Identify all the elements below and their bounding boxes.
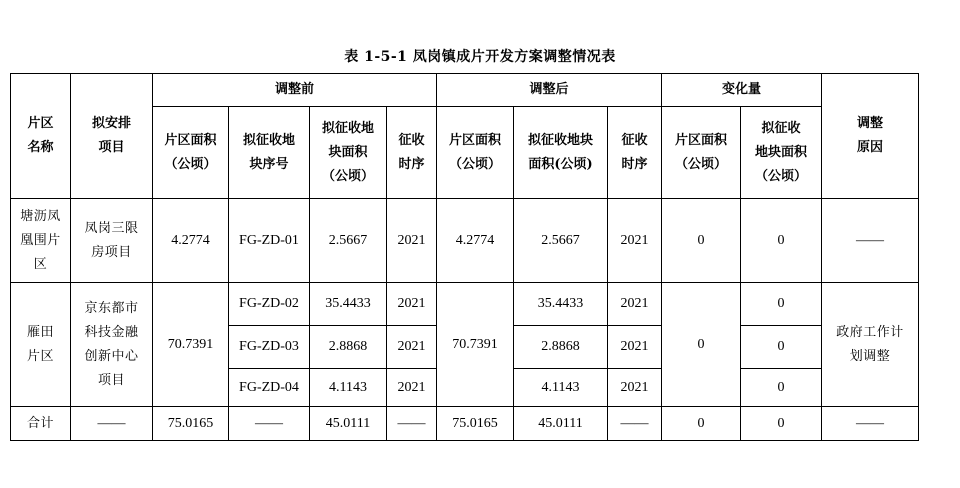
seq-cell: 2021	[387, 199, 437, 283]
change-plot-cell: 0	[741, 407, 822, 441]
plot-area-cell: 35.4433	[310, 283, 387, 326]
change-area-cell: 0	[662, 407, 741, 441]
plot-area-cell: 4.1143	[310, 369, 387, 407]
header-change-plot-area: 拟征收 地块面积 （公顷）	[741, 107, 822, 199]
reason-cell: 政府工作计 划调整	[822, 283, 919, 407]
plot-area-cell: 2.5667	[310, 199, 387, 283]
project-cell: ——	[71, 407, 153, 441]
plot-area-cell: 45.0111	[310, 407, 387, 441]
change-plot-cell: 0	[741, 283, 822, 326]
change-area-cell: 0	[662, 199, 741, 283]
header-zone-name: 片区 名称	[11, 74, 71, 199]
plot-no-cell: FG-ZD-02	[229, 283, 310, 326]
reason-cell: ——	[822, 407, 919, 441]
header-project: 拟安排 项目	[71, 74, 153, 199]
header-after-seq: 征收 时序	[608, 107, 662, 199]
after-plot-area-cell: 4.1143	[514, 369, 608, 407]
after-plot-area-cell: 2.5667	[514, 199, 608, 283]
header-before-plot-no: 拟征收地 块序号	[229, 107, 310, 199]
after-seq-cell: ——	[608, 407, 662, 441]
after-seq-cell: 2021	[608, 326, 662, 369]
change-plot-cell: 0	[741, 326, 822, 369]
after-seq-cell: 2021	[608, 199, 662, 283]
change-plot-cell: 0	[741, 369, 822, 407]
header-after: 调整后	[437, 74, 662, 107]
adjustment-table	[10, 73, 919, 441]
project-cell: 京东都市 科技金融 创新中心 项目	[71, 283, 153, 407]
plot-area-cell: 2.8868	[310, 326, 387, 369]
after-plot-area-cell: 35.4433	[514, 283, 608, 326]
seq-cell: 2021	[387, 369, 437, 407]
after-plot-area-cell: 45.0111	[514, 407, 608, 441]
total-label-cell: 合计	[11, 407, 71, 441]
header-after-plot-area: 拟征收地块 面积(公顷)	[514, 107, 608, 199]
seq-cell: 2021	[387, 283, 437, 326]
reason-cell: ——	[822, 199, 919, 283]
total-row	[11, 407, 919, 441]
header-before-seq: 征收 时序	[387, 107, 437, 199]
zone-name-cell: 雁田 片区	[11, 283, 71, 407]
before-area-cell: 4.2774	[153, 199, 229, 283]
header-row-1	[11, 74, 919, 107]
change-plot-cell: 0	[741, 199, 822, 283]
table-row	[11, 283, 919, 326]
before-area-cell: 70.7391	[153, 283, 229, 407]
plot-no-cell: FG-ZD-03	[229, 326, 310, 369]
header-change: 变化量	[662, 74, 822, 107]
header-after-area: 片区面积 （公顷）	[437, 107, 514, 199]
header-before-plot-area: 拟征收地 块面积 （公顷）	[310, 107, 387, 199]
header-before-area: 片区面积 （公顷）	[153, 107, 229, 199]
zone-name-cell: 塘沥凤 凰围片 区	[11, 199, 71, 283]
header-before: 调整前	[153, 74, 437, 107]
after-area-cell: 70.7391	[437, 283, 514, 407]
after-area-cell: 4.2774	[437, 199, 514, 283]
project-cell: 凤岗三限 房项目	[71, 199, 153, 283]
plot-no-cell: ——	[229, 407, 310, 441]
table-row	[11, 199, 919, 283]
before-area-cell: 75.0165	[153, 407, 229, 441]
change-area-cell: 0	[662, 283, 741, 407]
seq-cell: ——	[387, 407, 437, 441]
after-seq-cell: 2021	[608, 369, 662, 407]
after-plot-area-cell: 2.8868	[514, 326, 608, 369]
plot-no-cell: FG-ZD-01	[229, 199, 310, 283]
table-title: 表 1-5-1 凤岗镇成片开发方案调整情况表	[344, 49, 616, 65]
header-change-area: 片区面积 （公顷）	[662, 107, 741, 199]
plot-no-cell: FG-ZD-04	[229, 369, 310, 407]
after-area-cell: 75.0165	[437, 407, 514, 441]
seq-cell: 2021	[387, 326, 437, 369]
after-seq-cell: 2021	[608, 283, 662, 326]
header-reason: 调整 原因	[822, 74, 919, 199]
